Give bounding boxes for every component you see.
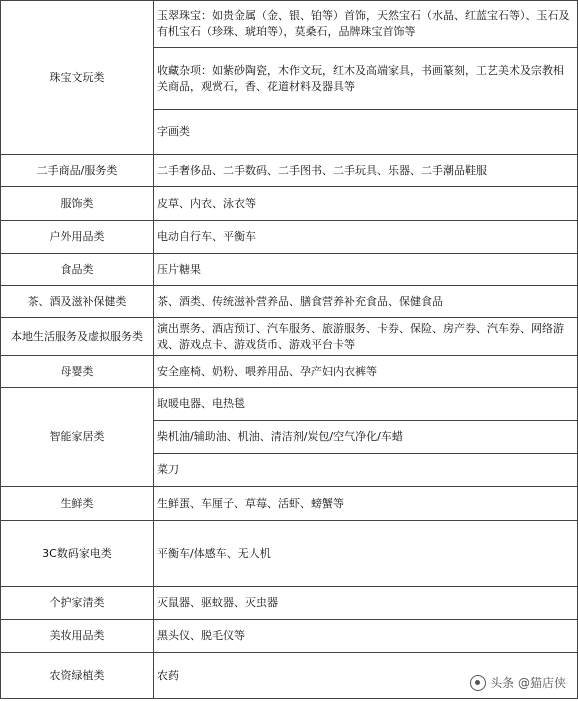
item-cell: 农药 (154, 653, 578, 699)
table-row (1, 388, 578, 421)
category-cell: 珠宝文玩类 (1, 1, 154, 155)
toutiao-logo-icon (470, 675, 486, 691)
category-cell: 个护家清类 (1, 587, 154, 620)
item-cell: 灭鼠器、驱蚊器、灭虫器 (154, 587, 578, 620)
category-cell: 服饰类 (1, 187, 154, 221)
table-row (1, 356, 578, 388)
item-cell: 皮草、内衣、泳衣等 (154, 187, 578, 221)
item-cell: 菜刀 (154, 454, 578, 487)
watermark (470, 674, 566, 691)
table-row (1, 187, 578, 221)
item-cell: 茶、酒类、传统滋补营养品、膳食营养补充食品、保健食品 (154, 286, 578, 318)
table-row (1, 487, 578, 521)
category-cell: 二手商品/服务类 (1, 155, 154, 187)
table-row (1, 1, 578, 48)
item-cell: 电动自行车、平衡车 (154, 221, 578, 254)
category-cell: 美妆用品类 (1, 620, 154, 653)
table-row (1, 318, 578, 356)
item-cell: 平衡车/体感车、无人机 (154, 521, 578, 587)
item-cell: 取暖电器、电热毯 (154, 388, 578, 421)
table-row (1, 221, 578, 254)
watermark-text: 头条 @猫店侠 (490, 676, 566, 690)
table-row (1, 286, 578, 318)
item-cell: 玉翠珠宝：如贵金属（金、银、铂等）首饰，天然宝石（水晶、红蓝宝石等）、玉石及有机宝石（珍珠、琥珀等），莫桑石，品牌珠宝首饰等 (154, 1, 578, 48)
item-cell: 生鲜蛋、车厘子、草莓、活虾、螃蟹等 (154, 487, 578, 521)
item-cell: 收藏杂项：如紫砂陶瓷，木作文玩，红木及高端家具，书画篆刻，工艺美术及宗教相关商品，观赏石，香、花道材料及器具等 (154, 48, 578, 110)
category-cell: 农资绿植类 (1, 653, 154, 699)
category-cell: 茶、酒及滋补保健类 (1, 286, 154, 318)
category-cell: 智能家居类 (1, 388, 154, 487)
item-cell: 字画类 (154, 110, 578, 155)
category-cell: 3C数码家电类 (1, 521, 154, 587)
category-cell: 本地生活服务及虚拟服务类 (1, 318, 154, 356)
item-cell: 安全座椅、奶粉、喂养用品、孕产妇内衣裤等 (154, 356, 578, 388)
table-row (1, 521, 578, 587)
category-cell: 食品类 (1, 254, 154, 286)
table-row (1, 587, 578, 620)
item-cell: 黑头仪、脱毛仪等 (154, 620, 578, 653)
table-row (1, 620, 578, 653)
item-cell: 二手奢侈品、二手数码、二手图书、二手玩具、乐器、二手潮品鞋服 (154, 155, 578, 187)
category-cell: 母婴类 (1, 356, 154, 388)
category-cell: 生鲜类 (1, 487, 154, 521)
item-cell: 演出票务、酒店预订、汽车服务、旅游服务、卡券、保险、房产券、汽车券、网络游戏、游戏点卡、游戏货币、游戏平台卡等 (154, 318, 578, 356)
table-row (1, 155, 578, 187)
item-cell: 柴机油/辅助油、机油、清洁剂/炭包/空气净化/车蜡 (154, 421, 578, 454)
table-row (1, 254, 578, 286)
category-cell: 户外用品类 (1, 221, 154, 254)
item-cell: 压片糖果 (154, 254, 578, 286)
